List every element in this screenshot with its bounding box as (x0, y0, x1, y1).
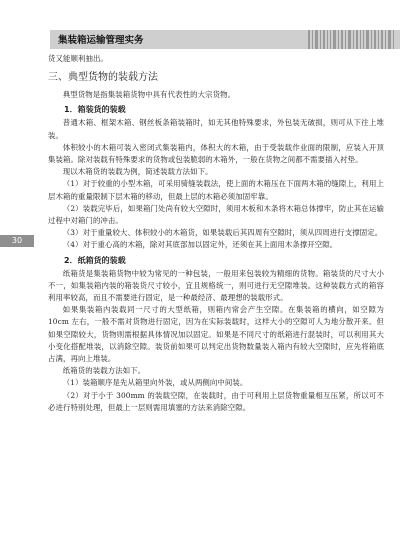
section-intro: 典型货物是指集装箱货物中具有代表性的大宗货物。 (62, 90, 236, 100)
paragraph: 纸箱货的装载方法如下。 (62, 366, 146, 376)
paragraph: 如果集装箱内装载同一尺寸的大型纸箱，则箱内常会产生空隙。在集装箱的横向，如空隙为 10cm 左右，一般不需对货物进行固定，因为在实际装载时，这样大小的空隙可人为地分散开来。但如果空隙较大，货物则需根据具体情况加以固定。如果是不同尺寸的纸箱进行混装时，可以利用其大小变化搭配堆装，以消除空隙。装货前如果可以判定出货物数量装入箱内有较大空隙时，应先将箱底占满，再向上堆装。 (48, 305, 384, 364)
paragraph: 体积较小的木箱可装入密闭式集装箱内，体积大的木箱，由于受装载作业面的限制，应装入开顶集装箱。除对装载有特殊要求的货物或包装脆弱的木箱外，一般在货物之间都不需要插入衬垫。 (48, 142, 384, 165)
running-header-title: 集装箱运输管理实务 (58, 35, 144, 46)
page-header (0, 0, 400, 52)
list-item: （1）装箱顺序是先从箱里向外装，或从两侧向中间装。 (62, 378, 248, 388)
paragraph: 纸箱货是集装箱货物中较为常见的一种包装，一般用来包装较为精细的货物。箱装货的尺寸大小不一，如集装箱内装的箱装货尺寸较小，宜且规格统一，则可进行无空隙堆装。这种装载方式的箱容利用率较高，而且不需要进行固定，是一种最经济、最理想的装载形式。 (48, 268, 384, 303)
carryover-line: 货又能顺利抽出。 (48, 54, 108, 63)
paragraph: 现以木箱货的装载为例，简述装载方法如下。 (62, 167, 213, 177)
list-item: （4）对于重心高的木箱，除对其底部加以固定外，还须在其上面用木条撑开空隙。 (62, 240, 338, 250)
page-body (48, 53, 384, 414)
subsection-heading-2: 2．纸箱货的装载 (64, 255, 126, 265)
header-decoration-stripes (308, 30, 400, 49)
list-item: （3）对于重量较大、体积较小的木箱货，如果装载后其四周有空隙时，须从四周进行支撑固定。 (62, 228, 383, 238)
list-item: （2）对于小于 300mm 的装载空隙，在装载时，由于可利用上层货物重量相互压紧，所以可不必进行特别处理，但最上一层则需用填塞的方法来消除空隙。 (48, 390, 384, 412)
page-number-tab: 30 (0, 235, 34, 247)
list-item: （2）装载完毕后，如果箱门处尚有较大空隙时，须用木板和木条将木箱总体撑牢，防止其在运输过程中对箱门的冲击。 (48, 203, 384, 226)
paragraph: 普通木箱、框架木箱、钢丝板条箱装箱时，如无其他特殊要求，外包装无破损，则可从下往上堆装。 (48, 118, 384, 140)
subsection-heading-1: 1．箱装货的装载 (64, 105, 126, 115)
list-item: （1）对于较重的小型木箱，可采用骑缝装载法，使上面的木箱压在下面两木箱的缝隙上，利用上层木箱的重量限制下层木箱的移动，但最上层的木箱必须加固牢靠。 (48, 179, 384, 201)
section-heading: 三、典型货物的装载方法 (48, 72, 158, 84)
